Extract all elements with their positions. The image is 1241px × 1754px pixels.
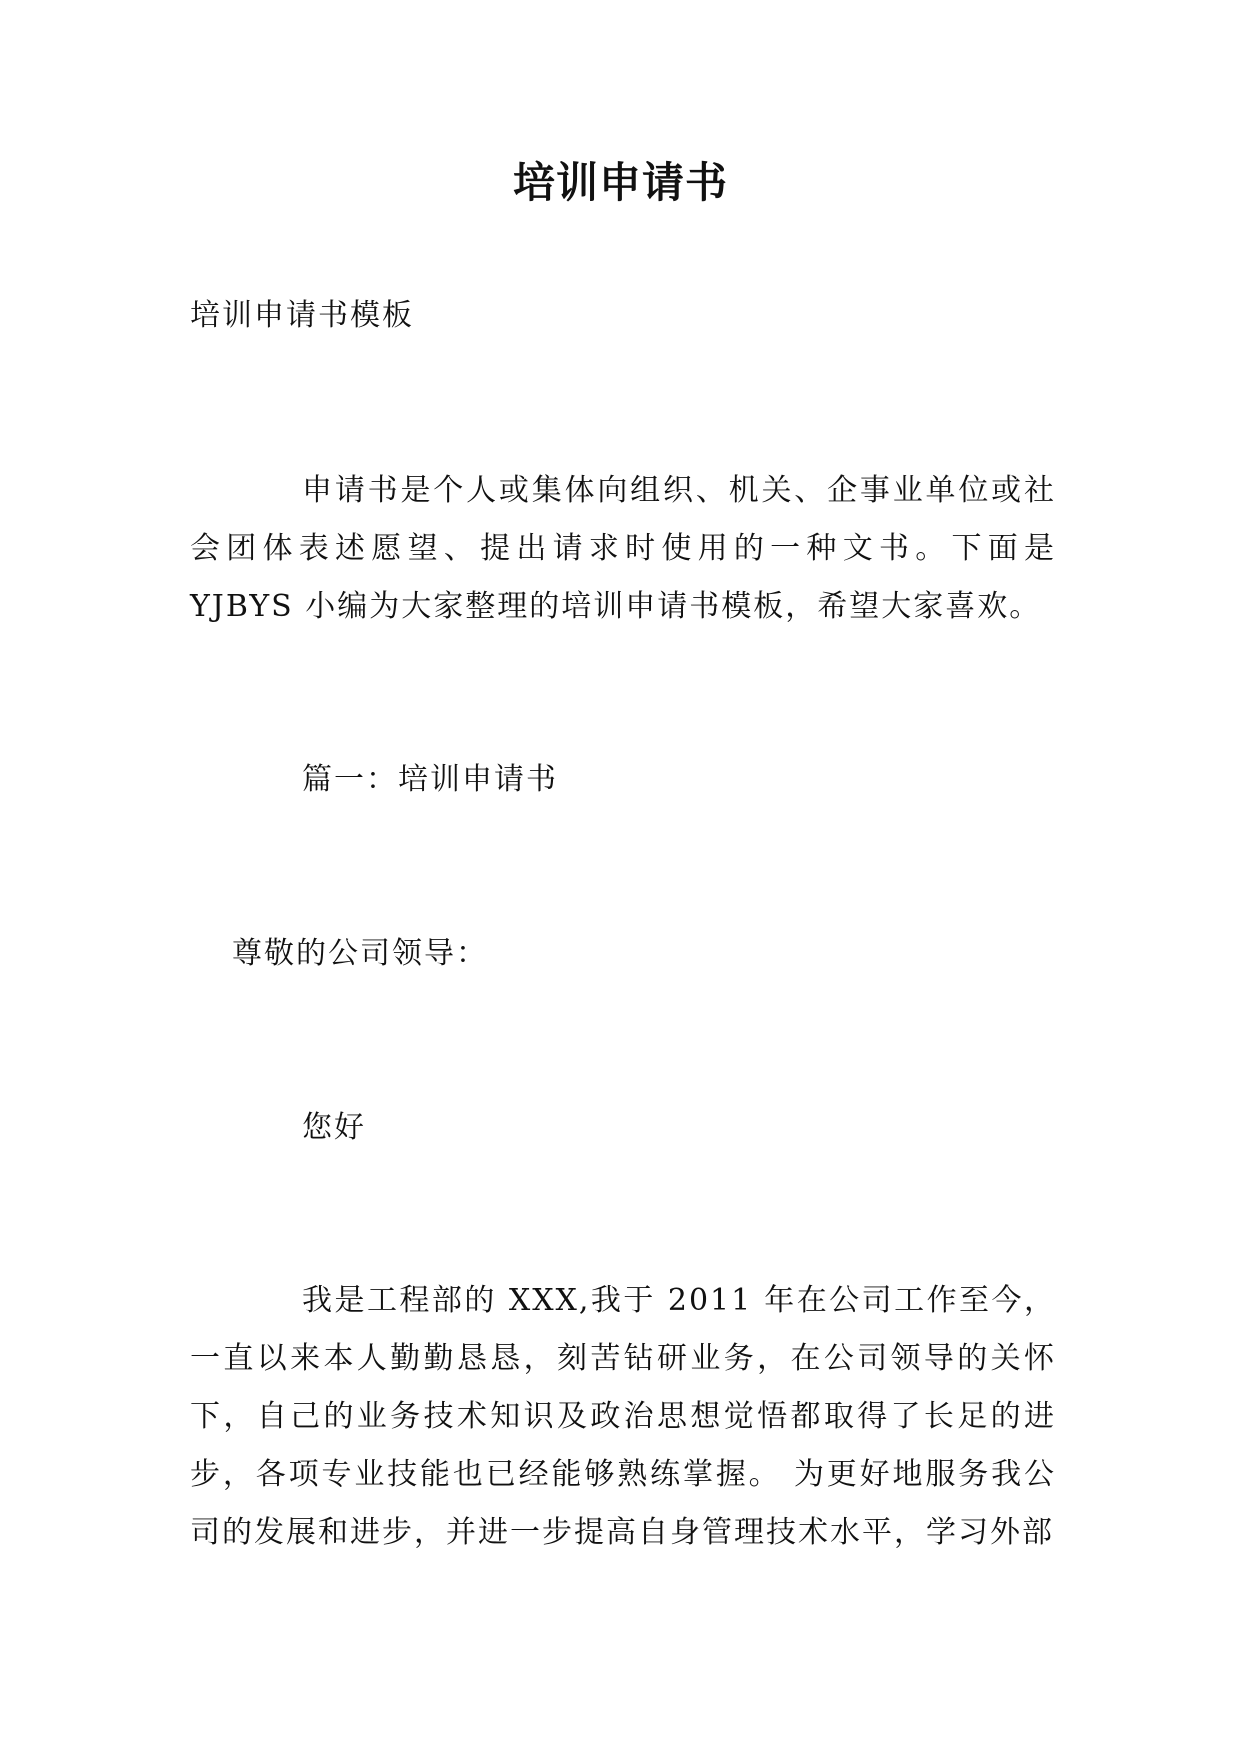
greeting: 您好 bbox=[302, 1110, 366, 1145]
section-heading: 篇一：培训申请书 bbox=[302, 762, 558, 797]
intro-paragraph: 申请书是个人或集体向组织、机关、企事业单位或社会团体表述愿望、提出请求时使用的一种文书。下面是 YJBYS 小编为大家整理的培训申请书模板，希望大家喜欢。 bbox=[190, 473, 1056, 624]
document-title: 培训申请书 bbox=[512, 158, 728, 207]
salutation: 尊敬的公司领导： bbox=[232, 936, 488, 971]
document-subtitle: 培训申请书模板 bbox=[190, 298, 414, 333]
body-paragraph: 我是工程部的 XXX,我于 2011 年在公司工作至今，一直以来本人勤勤恳恳，刻苦钻研业务，在公司领导的关怀下，自己的业务技术知识及政治思想觉悟都取得了长足的进步，各项专业技能也已经能够熟练掌握。 为更好地服务我公司的发展和进步，并进一步提高自身管理技术水平，学习外部 bbox=[190, 1283, 1056, 1550]
